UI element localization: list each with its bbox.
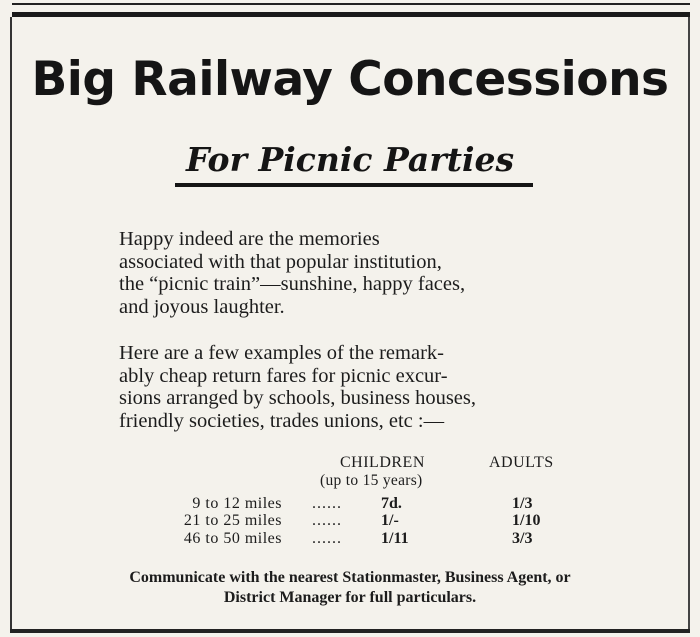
footer-line: District Manager for full particulars.: [223, 589, 477, 606]
headline: Big Railway Concessions: [31, 52, 669, 107]
leader-dots: ......: [312, 495, 342, 512]
bottom-rule: [10, 629, 690, 633]
children-fare-cell: 1/-: [381, 512, 399, 529]
fares-paragraph: [119, 342, 584, 432]
adult-fare-cell: 1/3: [512, 495, 533, 512]
leader-dots: ......: [312, 530, 342, 547]
intro-paragraph: [119, 228, 584, 318]
adult-fare-cell: 1/10: [512, 512, 541, 529]
subheadline: For Picnic Parties: [185, 140, 515, 179]
table-row: [0, 530, 700, 550]
distance-cell: 21 to 25 miles: [183, 512, 282, 529]
paragraph-line: friendly societies, trades unions, etc :—: [119, 409, 445, 432]
footer-line: Communicate with the nearest Stationmaster, Business Agent, or: [129, 569, 571, 586]
column-header-adults: ADULTS: [489, 454, 554, 471]
paragraph-line: Happy indeed are the memories: [119, 228, 380, 250]
distance-cell: 46 to 50 miles: [183, 530, 282, 547]
distance-cell: 9 to 12 miles: [192, 495, 282, 512]
children-fare-cell: 7d.: [381, 495, 402, 512]
footer-notice: [0, 568, 700, 608]
column-header-children-note: (up to 15 years): [320, 472, 423, 489]
table-row: [0, 512, 700, 532]
subheadline-underline: [175, 183, 533, 187]
paragraph-line: sions arranged by schools, business houses,: [119, 387, 477, 409]
paragraph-line: associated with that popular institution,: [119, 250, 442, 273]
paragraph-line: and joyous laughter.: [119, 295, 285, 318]
paragraph-line: the “picnic train”—sunshine, happy faces,: [119, 273, 466, 295]
column-header-children: CHILDREN: [340, 454, 425, 471]
top-rule-thin: [12, 3, 690, 5]
adult-fare-cell: 3/3: [512, 530, 533, 547]
leader-dots: ......: [312, 512, 342, 529]
children-fare-cell: 1/11: [381, 530, 409, 547]
paragraph-line: Here are a few examples of the remark-: [119, 342, 444, 364]
top-rule-thick: [12, 12, 690, 17]
paragraph-line: ably cheap return fares for picnic excur-: [119, 364, 448, 387]
